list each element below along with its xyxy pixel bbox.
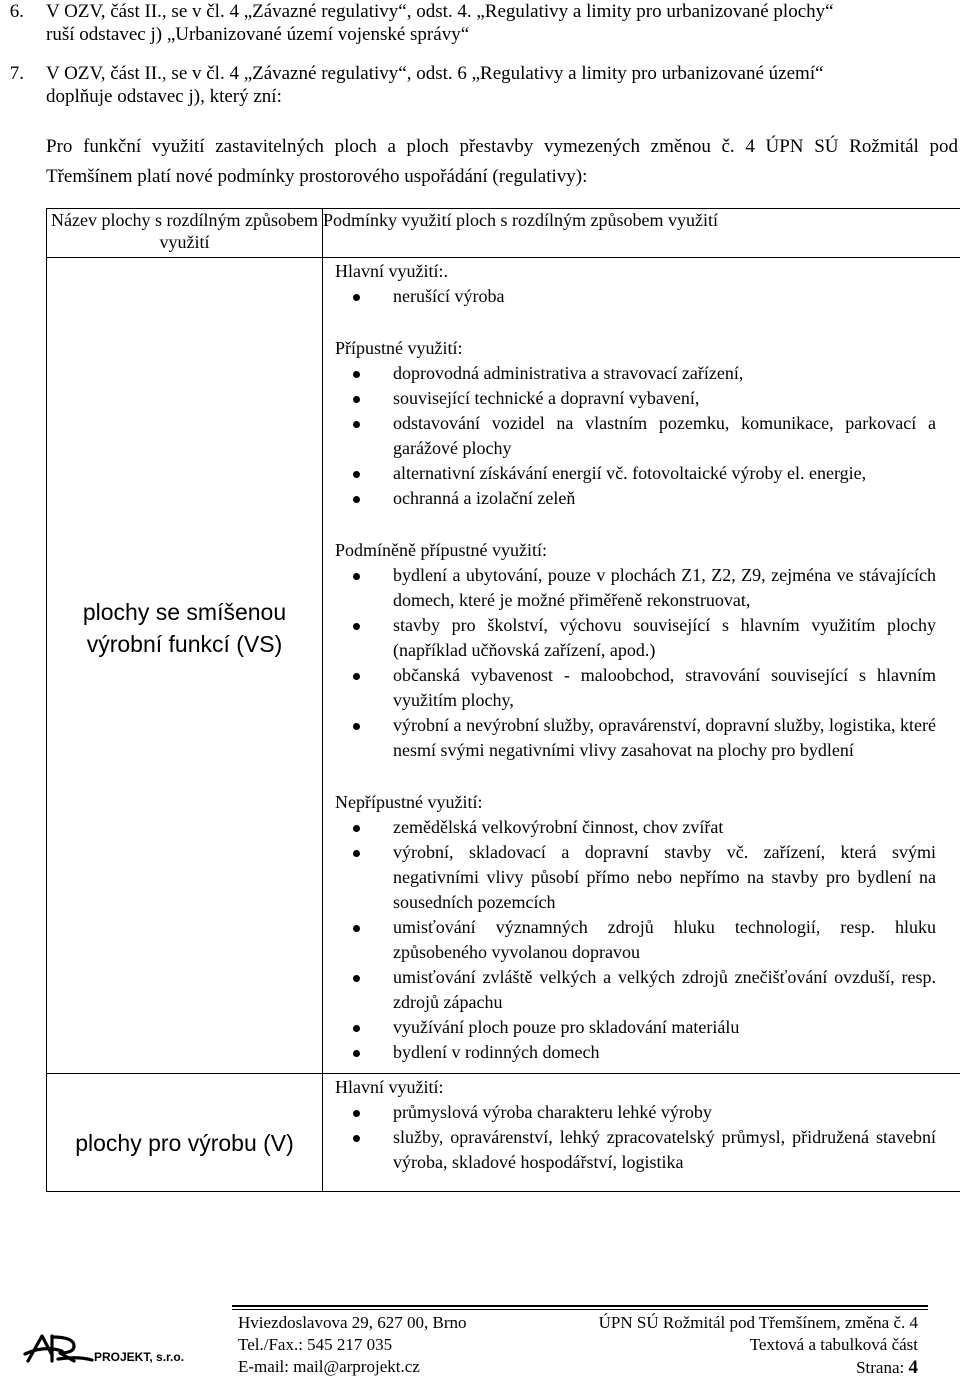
footer-address: Hviezdoslavova 29, 627 00, Brno (238, 1313, 467, 1332)
list-item-text: využívání ploch pouze pro skladování materiálu (393, 1017, 740, 1037)
bullet-list (323, 815, 960, 1065)
item-text-line2: ruší odstavec j) „Urbanizované území vojenské správy“ (46, 24, 470, 45)
list-item-text: nerušící výroba (393, 286, 505, 306)
header-left: Název plochy s rozdílným způsobem využití (47, 209, 323, 258)
list-item (323, 613, 960, 663)
bullet-icon (353, 925, 360, 932)
list-item-text: odstavování vozidel na vlastním pozemku, komunikace, parkovací a garážové plochy (393, 413, 936, 458)
conditions-list (323, 259, 960, 1065)
row-name: plochy pro výrobu (V) (75, 1129, 294, 1156)
row-conditions-cell (323, 1074, 960, 1192)
section-title: Podmíněně přípustné využití: (335, 540, 547, 560)
list-item-text: související technické a dopravní vybavení, (393, 388, 700, 408)
bullet-icon (353, 471, 360, 478)
bullet-icon (353, 496, 360, 503)
conditions-section (323, 790, 960, 1065)
item-text-line2: doplňuje odstavec j), který zní: (46, 86, 282, 107)
section-title: Nepřípustné využití: (335, 792, 483, 812)
footer-page (856, 1357, 918, 1379)
list-item (323, 284, 960, 309)
list-item (323, 386, 960, 411)
list-item (323, 563, 960, 613)
item-number: 7. (9, 63, 24, 84)
section-title: Hlavní využití:. (335, 261, 448, 281)
bullet-icon (353, 975, 360, 982)
row-name: plochy se smíšenou výrobní funkcí (VS) (82, 598, 287, 657)
list-item (323, 1015, 960, 1040)
list-item (323, 663, 960, 713)
intro-paragraph: Pro funkční využití zastavitelných ploch a ploch přestavby vymezených změnou č. 4 ÚPN SÚ Rožmitál pod Třemšínem platí nové podmínky prostorového uspořádání (regulativy): (46, 136, 958, 187)
list-item (323, 361, 960, 386)
bullet-icon (353, 673, 360, 680)
list-item (323, 1125, 960, 1175)
bullet-icon (353, 573, 360, 580)
bullet-icon (353, 825, 360, 832)
bullet-icon (353, 396, 360, 403)
conditions-list (323, 1075, 960, 1175)
list-item-text: alternativní získávání energií vč. fotovoltaické výroby el. energie, (393, 463, 867, 483)
list-item (323, 1040, 960, 1065)
bullet-list (323, 361, 960, 511)
list-item (323, 411, 960, 461)
page-label: Strana: (856, 1358, 905, 1377)
bullet-icon (353, 1135, 360, 1142)
item-number: 6. (9, 1, 24, 22)
section-title: Hlavní využití: (335, 1077, 444, 1097)
bullet-icon (353, 1025, 360, 1032)
list-item (323, 915, 960, 965)
conditions-section (323, 538, 960, 763)
list-item-text: stavby pro školství, výchovu související s hlavním využitím plochy (například učňovská zařízení, apod.) (393, 615, 936, 660)
list-item-text: bydlení a ubytování, pouze v plochách Z1, Z2, Z9, zejména ve stávajících domech, které je možné přiměřeně rekonstruovat, (393, 565, 936, 610)
footer-phone: Tel./Fax.: 545 217 035 (238, 1335, 393, 1354)
list-item (323, 840, 960, 915)
list-item-text: průmyslová výroba charakteru lehké výroby (393, 1102, 712, 1122)
row-name-cell (47, 258, 323, 1074)
list-item (323, 486, 960, 511)
list-item-text: služby, opravárenství, lehký zpracovatelský průmysl, přidružená stavební výroba, skladové hospodářství, logistika (393, 1127, 936, 1172)
footer-email: E-mail: mail@arprojekt.cz (238, 1357, 420, 1376)
bullet-icon (353, 1050, 360, 1057)
bullet-icon (353, 1110, 360, 1117)
bullet-icon (353, 421, 360, 428)
list-item-text: umisťování významných zdrojů hluku technologií, resp. hluku způsobeného vyvolanou dopravou (393, 917, 936, 962)
list-item (323, 713, 960, 763)
bullet-icon (353, 723, 360, 730)
list-item-text: výrobní, skladovací a dopravní stavby vč. zařízení, která svými negativními vlivy působí přímo nebo nepřímo na stavby pro bydlení na sousedních pozemcích (393, 842, 936, 912)
list-item-text: bydlení v rodinných domech (393, 1042, 600, 1062)
list-item (323, 965, 960, 1015)
bullet-icon (353, 850, 360, 857)
header-right: Podmínky využití ploch s rozdílným způsobem využití (323, 209, 960, 258)
list-item (323, 1100, 960, 1125)
bullet-list (323, 563, 960, 763)
list-item-text: umisťování zvláště velkých a velkých zdrojů znečišťování ovzduší, resp. zdrojů zápachu (393, 967, 936, 1012)
conditions-section (323, 259, 960, 309)
item-text-line1: V OZV, část II., se v čl. 4 „Závazné regulativy“, odst. 6 „Regulativy a limity pro urbanizované území“ (46, 63, 824, 84)
bullet-icon (353, 371, 360, 378)
bullet-list (323, 284, 960, 309)
bullet-icon (353, 294, 360, 301)
list-item-text: ochranná a izolační zeleň (393, 488, 576, 508)
regulations-table (46, 208, 960, 1192)
list-item-text: občanská vybavenost - maloobchod, stravování související s hlavním využitím plochy, (393, 665, 936, 710)
conditions-section (323, 336, 960, 511)
list-item (323, 815, 960, 840)
footer-doc-title: ÚPN SÚ Rožmitál pod Třemšínem, změna č. 4 (598, 1313, 918, 1332)
footer-doc-part: Textová a tabulková část (749, 1335, 918, 1354)
company-logo (22, 1327, 202, 1367)
footer-rule-thin (232, 1309, 928, 1310)
list-item-text: doprovodná administrativa a stravovací zařízení, (393, 363, 744, 383)
item-text-line1: V OZV, část II., se v čl. 4 „Závazné regulativy“, odst. 4. „Regulativy a limity pro urbanizované plochy“ (46, 1, 834, 22)
row-conditions-cell (323, 258, 960, 1074)
logo-text: PROJEKT, s.r.o. (94, 1350, 185, 1364)
list-item-text: zemědělská velkovýrobní činnost, chov zvířat (393, 817, 724, 837)
list-item (323, 461, 960, 486)
footer-rule (232, 1305, 928, 1307)
section-title: Přípustné využití: (335, 338, 463, 358)
bullet-icon (353, 623, 360, 630)
conditions-section (323, 1075, 960, 1175)
table-row-v (47, 1074, 960, 1192)
table-header-row (47, 209, 960, 258)
row-name-cell (47, 1074, 323, 1192)
page-number: 4 (908, 1357, 918, 1378)
bullet-list (323, 1100, 960, 1175)
list-item-text: výrobní a nevýrobní služby, opravárenství, dopravní služby, logistika, které nesmí svými negativními vlivy zasahovat na plochy pro bydlení (393, 715, 936, 760)
table-row-vs (47, 258, 960, 1074)
